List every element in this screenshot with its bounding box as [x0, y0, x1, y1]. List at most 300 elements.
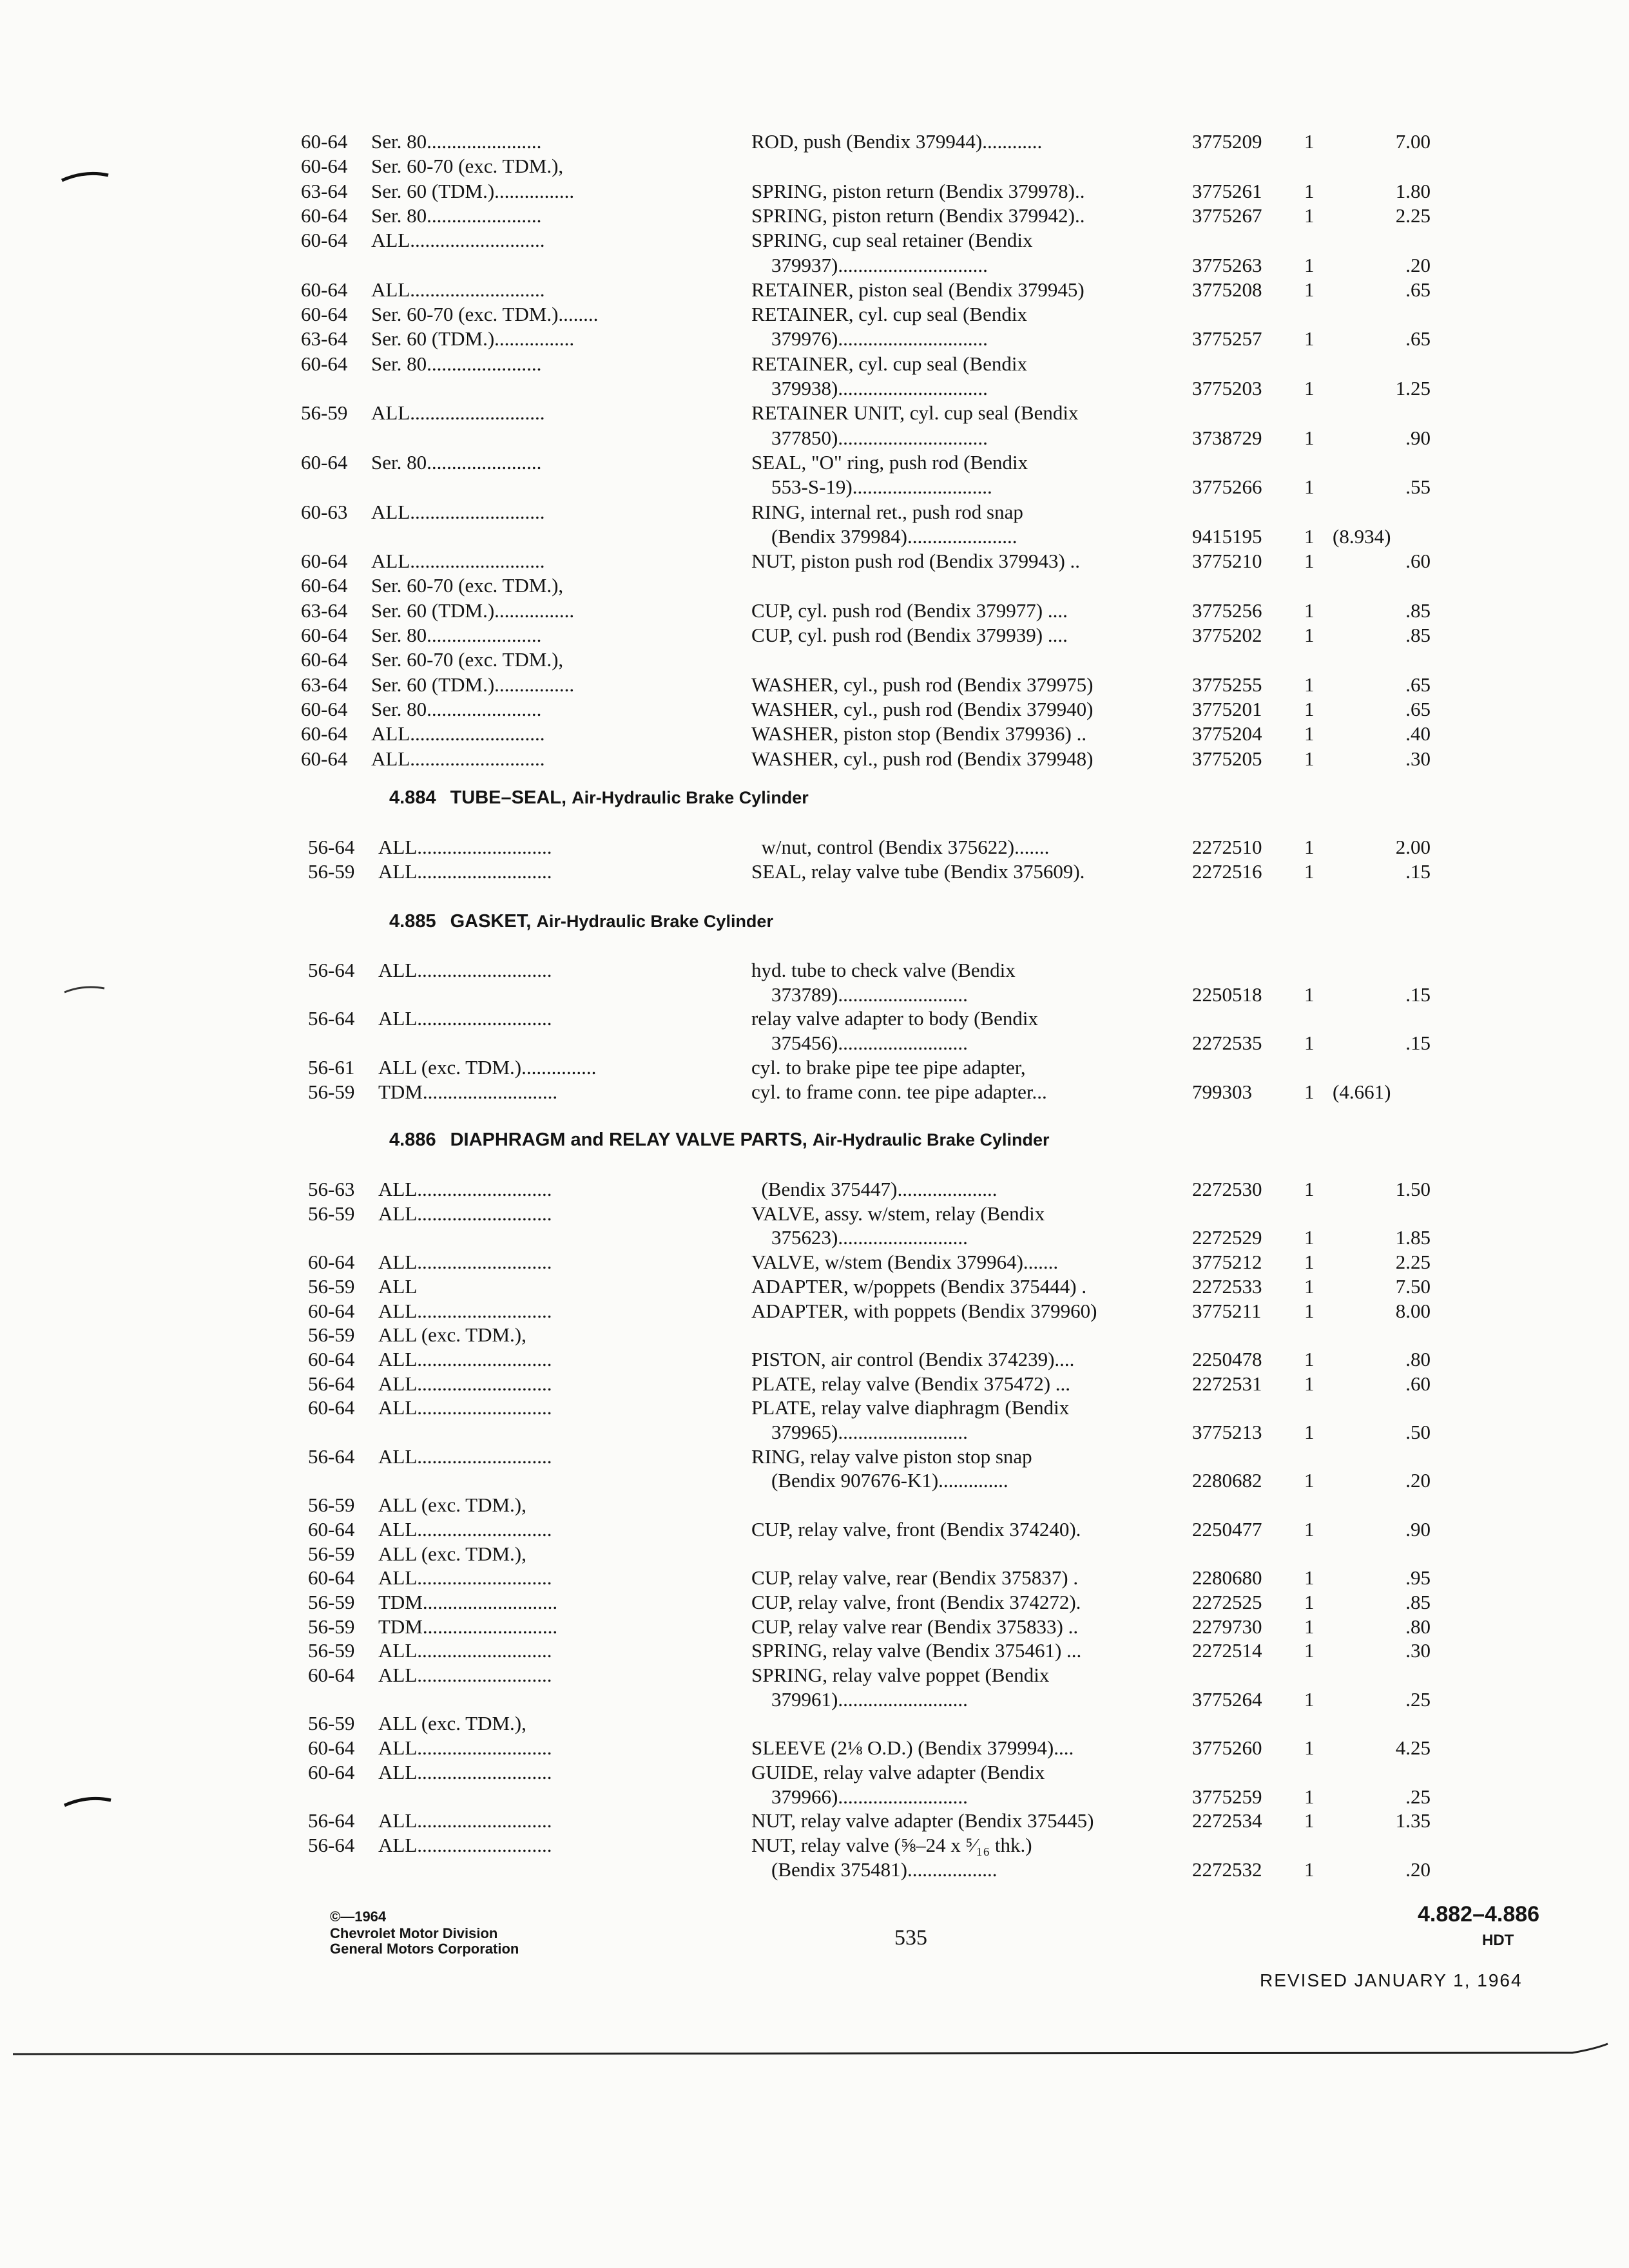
part-quantity: 1 — [1304, 1785, 1315, 1808]
part-price: 1.25 — [1395, 377, 1431, 399]
part-description: 375456).......................... — [751, 1032, 968, 1055]
part-price: .95 — [1405, 1566, 1431, 1590]
part-quantity: 1 — [1304, 697, 1315, 720]
row-application — [301, 747, 545, 771]
row-application — [308, 1275, 417, 1298]
model-years: 56-59 — [308, 1590, 355, 1613]
part-number: 2250478 — [1192, 1347, 1262, 1370]
part-description: GUIDE, relay valve adapter (Bendix — [751, 1760, 1045, 1783]
part-price: .60 — [1405, 1372, 1431, 1395]
part-description: 379937).............................. — [751, 253, 988, 276]
part-description: hyd. tube to check valve (Bendix — [751, 959, 1016, 981]
part-description: 375623).......................... — [751, 1226, 968, 1249]
part-description: 373789).......................... — [751, 983, 968, 1006]
part-quantity: 1 — [1304, 673, 1315, 696]
part-quantity: 1 — [1304, 130, 1315, 153]
part-number: 3775203 — [1192, 377, 1262, 399]
part-number: 3738729 — [1192, 426, 1262, 449]
part-price: (8.934) — [1333, 524, 1391, 548]
part-price: .30 — [1405, 1639, 1431, 1662]
part-number: 3775211 — [1192, 1299, 1262, 1322]
part-quantity: 1 — [1304, 1809, 1315, 1832]
model-years: 56-59 — [301, 401, 348, 425]
part-quantity: 1 — [1304, 836, 1315, 858]
part-quantity: 1 — [1304, 1736, 1315, 1760]
row-application — [301, 180, 574, 203]
part-description: WASHER, cyl., push rod (Bendix 379940) — [751, 697, 1094, 720]
part-number: 2279730 — [1192, 1615, 1262, 1638]
part-price: .30 — [1405, 747, 1431, 770]
part-quantity: 1 — [1304, 860, 1315, 883]
model-series: ALL (exc. TDM.), — [378, 1542, 526, 1565]
model-series: ALL........................... — [378, 1517, 552, 1541]
row-application — [301, 722, 545, 745]
part-description: NUT, piston push rod (Bendix 379943) .. — [751, 550, 1081, 573]
part-description: ADAPTER, w/poppets (Bendix 375444) . — [751, 1274, 1087, 1298]
model-years: 56-59 — [308, 1542, 355, 1565]
part-description: RETAINER, cyl. cup seal (Bendix — [751, 303, 1027, 326]
part-number: 2272531 — [1192, 1372, 1262, 1395]
part-description: RING, internal ret., push rod snap — [751, 500, 1023, 523]
part-description: SPRING, relay valve poppet (Bendix — [751, 1664, 1050, 1686]
section-number: 4.885 — [389, 911, 436, 932]
row-application — [308, 1056, 596, 1079]
part-price: .85 — [1405, 1590, 1431, 1613]
part-quantity: 1 — [1304, 204, 1315, 227]
row-application — [308, 1639, 552, 1662]
model-series: Ser. 60-70 (exc. TDM.), — [371, 155, 564, 178]
part-number: 2272535 — [1192, 1032, 1262, 1055]
model-series: TDM........................... — [378, 1590, 558, 1613]
part-quantity: 1 — [1304, 983, 1315, 1006]
part-quantity: 1 — [1304, 1080, 1315, 1103]
part-price: .65 — [1405, 697, 1431, 720]
model-years: 56-64 — [308, 1007, 355, 1030]
model-series: ALL........................... — [371, 550, 545, 573]
model-years: 60-64 — [301, 747, 348, 770]
model-years: 56-64 — [308, 1372, 355, 1395]
part-quantity: 1 — [1304, 1590, 1315, 1613]
part-number: 3775205 — [1192, 747, 1262, 770]
row-application — [301, 278, 545, 302]
model-years: 56-63 — [308, 1178, 355, 1200]
part-number: 9415195 — [1192, 524, 1262, 548]
part-number: 3775204 — [1192, 722, 1262, 745]
model-years: 56-59 — [308, 1323, 355, 1347]
part-number: 2250518 — [1192, 983, 1262, 1006]
model-series: ALL (exc. TDM.), — [378, 1494, 526, 1517]
row-application — [301, 673, 574, 697]
model-years: 56-59 — [308, 1712, 355, 1735]
part-description: WASHER, cyl., push rod (Bendix 379975) — [751, 673, 1094, 696]
model-years: 60-64 — [301, 229, 348, 252]
part-price: .85 — [1405, 624, 1431, 646]
model-series: ALL........................... — [378, 1664, 552, 1686]
row-application — [308, 1712, 526, 1735]
row-application — [301, 204, 541, 227]
part-description: SEAL, relay valve tube (Bendix 375609). — [751, 860, 1085, 883]
part-description: RETAINER, piston seal (Bendix 379945) — [751, 278, 1084, 301]
section-heading — [389, 910, 773, 933]
model-series: Ser. 60-70 (exc. TDM.), — [371, 574, 564, 597]
part-description: PISTON, air control (Bendix 374239).... — [751, 1347, 1075, 1370]
part-quantity: 1 — [1304, 722, 1315, 745]
row-application — [301, 624, 541, 647]
part-description: (Bendix 907676-K1).............. — [751, 1469, 1008, 1492]
model-series: ALL........................... — [371, 747, 545, 770]
model-series: ALL (exc. TDM.), — [378, 1712, 526, 1735]
model-years: 60-64 — [301, 574, 348, 597]
row-application — [301, 648, 563, 671]
part-description: 553-S-19)............................ — [751, 476, 992, 499]
row-application — [301, 130, 541, 153]
part-description: CUP, relay valve, front (Bendix 374272). — [751, 1590, 1081, 1613]
row-application — [308, 1202, 552, 1225]
section-heading — [389, 786, 809, 809]
model-years: 56-64 — [308, 1445, 355, 1468]
part-description: RETAINER UNIT, cyl. cup seal (Bendix — [751, 401, 1079, 425]
row-application — [308, 1396, 552, 1419]
part-quantity: 1 — [1304, 179, 1315, 202]
copyright-line: ©—1964 — [330, 1908, 387, 1925]
model-years: 63-64 — [301, 179, 348, 202]
part-number: 2272533 — [1192, 1274, 1262, 1298]
model-years: 60-64 — [301, 204, 348, 227]
row-application — [301, 698, 541, 721]
part-description: RING, relay valve piston stop snap — [751, 1445, 1032, 1468]
model-years: 56-64 — [308, 836, 355, 858]
part-price: .20 — [1405, 1858, 1431, 1881]
row-application — [308, 1372, 552, 1396]
part-description: 379961).......................... — [751, 1687, 968, 1711]
part-price: .60 — [1405, 550, 1431, 573]
row-application — [301, 352, 541, 376]
part-quantity: 1 — [1304, 253, 1315, 276]
model-series: ALL........................... — [371, 401, 545, 425]
row-application — [301, 574, 563, 597]
part-price: .65 — [1405, 278, 1431, 301]
row-application — [301, 599, 574, 622]
part-number: 3775210 — [1192, 550, 1262, 573]
model-years: 60-64 — [301, 648, 348, 671]
part-number: 3775264 — [1192, 1687, 1262, 1711]
row-application — [308, 1566, 552, 1590]
row-application — [308, 860, 552, 883]
section-title: DIAPHRAGM and RELAY VALVE PARTS, — [450, 1129, 813, 1150]
part-price: 8.00 — [1395, 1299, 1431, 1322]
row-application — [308, 1178, 552, 1201]
model-series: ALL........................... — [378, 860, 552, 883]
row-application — [301, 451, 541, 474]
row-application — [308, 1664, 552, 1687]
part-price: .25 — [1405, 1785, 1431, 1808]
part-description: 379966).......................... — [751, 1785, 968, 1808]
model-series: TDM........................... — [378, 1615, 558, 1638]
part-description: 379938).............................. — [751, 377, 988, 399]
part-quantity: 1 — [1304, 426, 1315, 449]
part-description: RETAINER, cyl. cup seal (Bendix — [751, 352, 1027, 375]
section-heading — [389, 1128, 1050, 1151]
model-years: 60-64 — [301, 624, 348, 646]
model-years: 60-64 — [301, 550, 348, 573]
model-series: ALL........................... — [378, 1445, 552, 1468]
part-description: 379965).......................... — [751, 1421, 968, 1443]
part-description: PLATE, relay valve (Bendix 375472) ... — [751, 1372, 1071, 1395]
part-description: ADAPTER, with poppets (Bendix 379960) — [751, 1299, 1097, 1322]
row-application — [308, 1736, 552, 1760]
margin-mark — [62, 1791, 113, 1811]
part-description: SPRING, cup seal retainer (Bendix — [751, 229, 1033, 252]
model-years: 60-64 — [308, 1517, 355, 1541]
row-application — [308, 1518, 552, 1541]
model-series: Ser. 60-70 (exc. TDM.)........ — [371, 303, 599, 326]
part-quantity: 1 — [1304, 1032, 1315, 1055]
model-years: 56-59 — [308, 1615, 355, 1638]
copyright-line: General Motors Corporation — [330, 1941, 519, 1957]
page-number: 535 — [894, 1926, 927, 1950]
part-description: CUP, cyl. push rod (Bendix 379977) .... — [751, 599, 1068, 622]
model-years: 56-59 — [308, 1274, 355, 1298]
row-application — [308, 1615, 557, 1639]
part-number: 3775266 — [1192, 476, 1262, 499]
part-description: SPRING, relay valve (Bendix 375461) ... — [751, 1639, 1082, 1662]
row-application — [301, 303, 598, 326]
model-series: ALL........................... — [371, 278, 545, 301]
part-quantity: 1 — [1304, 278, 1315, 301]
part-number: 2272514 — [1192, 1639, 1262, 1662]
model-years: 56-61 — [308, 1055, 355, 1079]
part-price: .55 — [1405, 476, 1431, 499]
model-years: 56-64 — [308, 1833, 355, 1856]
row-application — [308, 959, 552, 982]
group-range: 4.882–4.886 — [1418, 1902, 1540, 1927]
part-description: VALVE, assy. w/stem, relay (Bendix — [751, 1202, 1045, 1225]
row-application — [301, 229, 545, 252]
section-subtitle: Air-Hydraulic Brake Cylinder — [812, 1130, 1050, 1149]
part-number: 3775213 — [1192, 1421, 1262, 1443]
part-description: VALVE, w/stem (Bendix 379964)....... — [751, 1251, 1059, 1274]
model-series: ALL........................... — [378, 1760, 552, 1783]
model-years: 60-64 — [308, 1251, 355, 1274]
part-description: w/nut, control (Bendix 375622)....... — [751, 836, 1050, 858]
row-application — [308, 1323, 526, 1347]
part-quantity: 1 — [1304, 1858, 1315, 1881]
part-price: .25 — [1405, 1687, 1431, 1711]
row-application — [308, 1445, 552, 1468]
model-series: Ser. 60 (TDM.)................ — [371, 327, 575, 351]
model-series: Ser. 60 (TDM.)................ — [371, 179, 575, 202]
part-quantity: 1 — [1304, 747, 1315, 770]
part-quantity: 1 — [1304, 1226, 1315, 1249]
model-series: ALL........................... — [378, 959, 552, 981]
part-number: 2280680 — [1192, 1566, 1262, 1590]
part-number: 2280682 — [1192, 1469, 1262, 1492]
model-years: 60-64 — [301, 450, 348, 474]
model-series: ALL........................... — [378, 1007, 552, 1030]
part-number: 2272525 — [1192, 1590, 1262, 1613]
part-price: .40 — [1405, 722, 1431, 745]
section-number: 4.886 — [389, 1129, 436, 1150]
part-number: 2272529 — [1192, 1226, 1262, 1249]
section-subtitle: Air-Hydraulic Brake Cylinder — [536, 912, 773, 931]
row-application — [308, 1761, 552, 1784]
model-years: 60-64 — [301, 155, 348, 178]
part-price: 7.50 — [1395, 1274, 1431, 1298]
part-quantity: 1 — [1304, 1615, 1315, 1638]
part-price: 1.85 — [1395, 1226, 1431, 1249]
part-price: 2.00 — [1395, 836, 1431, 858]
model-series: ALL........................... — [378, 1736, 552, 1760]
part-quantity: 1 — [1304, 550, 1315, 573]
model-series: Ser. 60 (TDM.)................ — [371, 673, 575, 696]
model-series: ALL........................... — [371, 229, 545, 252]
model-series: ALL........................... — [378, 1639, 552, 1662]
part-quantity: 1 — [1304, 1639, 1315, 1662]
model-years: 56-64 — [308, 959, 355, 981]
part-price: 1.80 — [1395, 179, 1431, 202]
model-series: Ser. 80....................... — [371, 450, 542, 474]
part-description: CUP, relay valve rear (Bendix 375833) .. — [751, 1615, 1079, 1638]
part-price: .50 — [1405, 1421, 1431, 1443]
part-quantity: 1 — [1304, 524, 1315, 548]
model-years: 60-64 — [308, 1760, 355, 1783]
part-price: .90 — [1405, 426, 1431, 449]
model-years: 56-59 — [308, 1202, 355, 1225]
row-application — [308, 1834, 552, 1857]
part-description: WASHER, piston stop (Bendix 379936) .. — [751, 722, 1087, 745]
part-description: SEAL, "O" ring, push rod (Bendix — [751, 450, 1028, 474]
part-number: 3775212 — [1192, 1251, 1262, 1274]
part-number: 2272516 — [1192, 860, 1262, 883]
model-series: ALL (exc. TDM.)............... — [378, 1055, 597, 1079]
section-number: 4.884 — [389, 787, 436, 808]
part-number: 3775208 — [1192, 278, 1262, 301]
section-title: GASKET, — [450, 911, 537, 932]
row-application — [308, 1081, 557, 1104]
section-title: TUBE–SEAL, — [450, 787, 572, 808]
model-series: ALL........................... — [378, 1809, 552, 1832]
revised-date: REVISED JANUARY 1, 1964 — [1260, 1970, 1523, 1990]
model-series: ALL........................... — [378, 1178, 552, 1200]
part-price: .15 — [1405, 860, 1431, 883]
model-years: 56-64 — [308, 1809, 355, 1832]
part-price: .65 — [1405, 673, 1431, 696]
part-price: .65 — [1405, 327, 1431, 351]
part-number: 3775256 — [1192, 599, 1262, 622]
part-quantity: 1 — [1304, 327, 1315, 351]
model-years: 60-64 — [308, 1347, 355, 1370]
model-series: Ser. 80....................... — [371, 697, 542, 720]
row-application — [308, 1809, 552, 1832]
model-years: 60-64 — [308, 1566, 355, 1590]
model-years: 60-63 — [301, 500, 348, 523]
part-number: 2272534 — [1192, 1809, 1262, 1832]
model-series: ALL........................... — [378, 1372, 552, 1395]
row-application — [308, 836, 552, 859]
model-series: ALL........................... — [371, 500, 545, 523]
part-description: PLATE, relay valve diaphragm (Bendix — [751, 1396, 1070, 1419]
part-description: CUP, relay valve, rear (Bendix 375837) . — [751, 1566, 1079, 1590]
part-quantity: 1 — [1304, 599, 1315, 622]
part-price: 7.00 — [1395, 130, 1431, 153]
part-price: .20 — [1405, 253, 1431, 276]
part-quantity: 1 — [1304, 1421, 1315, 1443]
part-price: .15 — [1405, 983, 1431, 1006]
row-application — [308, 1300, 552, 1323]
model-years: 60-64 — [308, 1736, 355, 1760]
model-series: ALL........................... — [378, 1202, 552, 1225]
part-description: SLEEVE (2⅛ O.D.) (Bendix 379994).... — [751, 1736, 1074, 1760]
model-series: ALL........................... — [378, 1833, 552, 1856]
part-number: 3775255 — [1192, 673, 1262, 696]
model-years: 60-64 — [301, 352, 348, 375]
model-years: 56-59 — [308, 860, 355, 883]
model-years: 60-64 — [301, 697, 348, 720]
part-quantity: 1 — [1304, 476, 1315, 499]
model-years: 63-64 — [301, 327, 348, 351]
part-price: 2.25 — [1395, 1251, 1431, 1274]
part-description: NUT, relay valve adapter (Bendix 375445) — [751, 1809, 1094, 1832]
part-price: 1.35 — [1395, 1809, 1431, 1832]
part-number: 3775201 — [1192, 697, 1262, 720]
part-price: .90 — [1405, 1517, 1431, 1541]
model-years: 60-64 — [301, 130, 348, 153]
model-series: ALL........................... — [378, 1299, 552, 1322]
part-quantity: 1 — [1304, 1372, 1315, 1395]
part-quantity: 1 — [1304, 1299, 1315, 1322]
part-price: .20 — [1405, 1469, 1431, 1492]
margin-mark — [59, 166, 111, 186]
part-description: CUP, relay valve, front (Bendix 374240). — [751, 1517, 1081, 1541]
row-application — [301, 401, 545, 425]
part-description: (Bendix 375447).................... — [751, 1178, 998, 1200]
model-series: Ser. 80....................... — [371, 130, 542, 153]
part-description: NUT, relay valve (⅝–24 x ⁵⁄₁₆ thk.) — [751, 1833, 1032, 1856]
part-number: 3775263 — [1192, 253, 1262, 276]
part-price: (4.661) — [1333, 1080, 1391, 1103]
model-series: Ser. 60-70 (exc. TDM.), — [371, 648, 564, 671]
model-years: 60-64 — [308, 1664, 355, 1686]
model-years: 63-64 — [301, 599, 348, 622]
part-description: relay valve adapter to body (Bendix — [751, 1007, 1039, 1030]
model-series: ALL........................... — [378, 1251, 552, 1274]
part-quantity: 1 — [1304, 1347, 1315, 1370]
part-number: 2272532 — [1192, 1858, 1262, 1881]
row-application — [308, 1542, 526, 1566]
part-number: 2250477 — [1192, 1517, 1262, 1541]
part-number: 3775261 — [1192, 179, 1262, 202]
part-quantity: 1 — [1304, 1687, 1315, 1711]
model-series: ALL........................... — [378, 1347, 552, 1370]
part-description: WASHER, cyl., push rod (Bendix 379948) — [751, 747, 1094, 770]
model-series: ALL........................... — [378, 836, 552, 858]
model-years: 56-59 — [308, 1639, 355, 1662]
model-years: 60-64 — [301, 722, 348, 745]
part-number: 3775260 — [1192, 1736, 1262, 1760]
part-description: (Bendix 375481).................. — [751, 1858, 998, 1881]
part-quantity: 1 — [1304, 377, 1315, 399]
part-number: 3775202 — [1192, 624, 1262, 646]
part-quantity: 1 — [1304, 1469, 1315, 1492]
model-years: 60-64 — [308, 1396, 355, 1419]
model-years: 60-64 — [308, 1299, 355, 1322]
group-code: HDT — [1482, 1932, 1514, 1949]
row-application — [308, 1348, 552, 1371]
row-application — [301, 155, 563, 178]
part-price: 1.50 — [1395, 1178, 1431, 1200]
part-quantity: 1 — [1304, 1251, 1315, 1274]
part-number: 799303 — [1192, 1080, 1252, 1103]
